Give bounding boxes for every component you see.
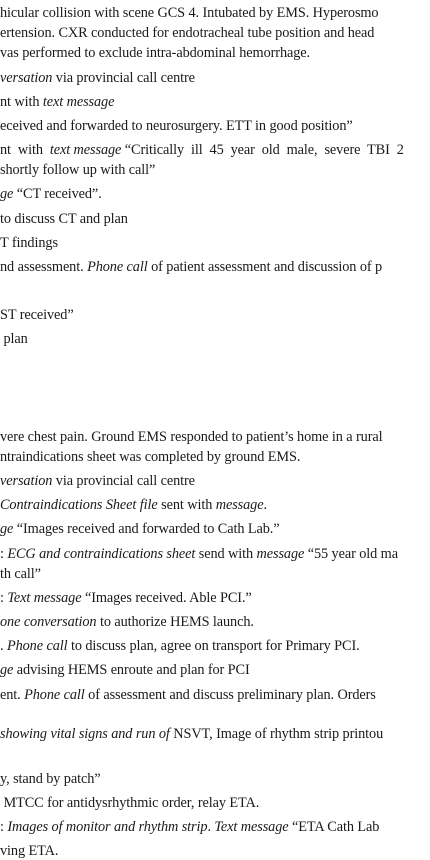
text-segment: “55 year old ma (304, 546, 398, 562)
italic-text-segment: versation (0, 473, 53, 489)
text-line (0, 448, 300, 466)
text-segment: eceived and forwarded to neurosurgery. ETT in good position” (0, 118, 353, 134)
text-line (0, 613, 254, 631)
italic-text-segment: ge (0, 521, 14, 537)
text-segment: advising HEMS enroute and plan for PCI (13, 662, 250, 678)
text-segment: ST received” (0, 307, 74, 323)
text-segment: . (263, 497, 267, 513)
text-segment: nt with (0, 142, 50, 158)
text-segment: to authorize HEMS launch. (96, 614, 254, 630)
italic-text-segment: one conversation (0, 614, 97, 630)
text-line (0, 686, 376, 704)
text-segment: NSVT, Image of rhythm strip printou (169, 726, 384, 742)
italic-text-segment: Images of monitor and rhythm strip (7, 819, 208, 835)
text-line (0, 185, 102, 203)
text-line (0, 770, 101, 788)
text-segment: to discuss plan, agree on transport for Primary PCI. (67, 638, 360, 654)
text-segment: : (0, 546, 8, 562)
text-line (0, 565, 41, 583)
text-segment: . (0, 638, 7, 654)
text-segment: “CT received”. (13, 186, 102, 202)
italic-text-segment: Contraindications Sheet file (0, 497, 158, 513)
text-line (0, 725, 383, 743)
text-line (0, 306, 74, 324)
text-line (0, 428, 383, 446)
italic-text-segment: Phone call (6, 638, 68, 654)
text-line (0, 93, 114, 111)
italic-text-segment: text message (42, 94, 115, 110)
text-line (0, 496, 267, 514)
text-segment: to discuss CT and plan (0, 211, 128, 227)
italic-text-segment: Text message (214, 819, 289, 835)
text-segment: th call” (0, 566, 41, 582)
text-line (0, 330, 28, 348)
text-segment: via provincial call centre (52, 473, 195, 489)
text-segment: “Images received and forwarded to Cath Lab.” (13, 521, 280, 537)
text-line (0, 842, 58, 860)
text-line (0, 794, 259, 812)
text-line (0, 141, 404, 159)
text-segment: y, stand by patch” (0, 771, 101, 787)
italic-text-segment: showing vital signs and run of (0, 726, 170, 742)
text-line (0, 44, 310, 62)
italic-text-segment: ge (0, 662, 14, 678)
italic-text-segment: text message (49, 142, 122, 158)
text-segment: vas performed to exclude intra-abdominal hemorrhage. (0, 45, 311, 61)
text-line (0, 161, 155, 179)
text-segment: . (207, 819, 215, 835)
text-line (0, 545, 398, 563)
text-line (0, 24, 374, 42)
text-segment: send with (195, 546, 257, 562)
text-segment: ving ETA. (0, 843, 59, 859)
text-segment: T findings (0, 235, 58, 251)
text-segment: “Images received. Able PCI.” (81, 590, 252, 606)
text-segment: : (0, 590, 8, 606)
italic-text-segment: ge (0, 186, 14, 202)
text-segment: of assessment and discuss preliminary plan. Orders (84, 687, 376, 703)
text-segment: hicular collision with scene GCS 4. Intubated by EMS. Hyperosmo (0, 5, 379, 21)
italic-text-segment: Phone call (24, 687, 85, 703)
text-segment: “ETA Cath Lab (288, 819, 380, 835)
text-segment: “Critically ill 45 year old male, severe TBI 2 (121, 142, 404, 158)
italic-text-segment: message (215, 497, 264, 513)
text-line (0, 4, 378, 22)
text-segment: ent. (0, 687, 25, 703)
text-segment: of patient assessment and discussion of p (147, 259, 383, 275)
text-segment: nt with (0, 94, 43, 110)
text-segment: plan (0, 331, 28, 347)
text-segment: : (0, 819, 8, 835)
text-segment: shortly follow up with call” (0, 162, 156, 178)
text-segment: sent with (157, 497, 216, 513)
text-line (0, 117, 353, 135)
text-segment: vere chest pain. Ground EMS responded to patient’s home in a rural (0, 429, 383, 445)
text-segment: ntraindications sheet was completed by ground EMS. (0, 449, 301, 465)
text-line (0, 234, 58, 252)
text-line (0, 589, 252, 607)
text-line (0, 472, 195, 490)
text-line (0, 818, 379, 836)
text-segment: MTCC for antidysrhythmic order, relay ETA. (0, 795, 260, 811)
text-line (0, 637, 360, 655)
text-line (0, 520, 280, 538)
text-line (0, 258, 382, 276)
text-segment: nd assessment. (0, 259, 88, 275)
italic-text-segment: versation (0, 70, 53, 86)
text-line (0, 69, 195, 87)
text-segment: via provincial call centre (52, 70, 195, 86)
text-line (0, 661, 250, 679)
italic-text-segment: ECG and contraindications sheet (7, 546, 196, 562)
text-line (0, 210, 128, 228)
italic-text-segment: Text message (7, 590, 82, 606)
text-segment: ertension. CXR conducted for endotracheal tube position and head (0, 25, 375, 41)
italic-text-segment: message (256, 546, 305, 562)
italic-text-segment: Phone call (87, 259, 148, 275)
